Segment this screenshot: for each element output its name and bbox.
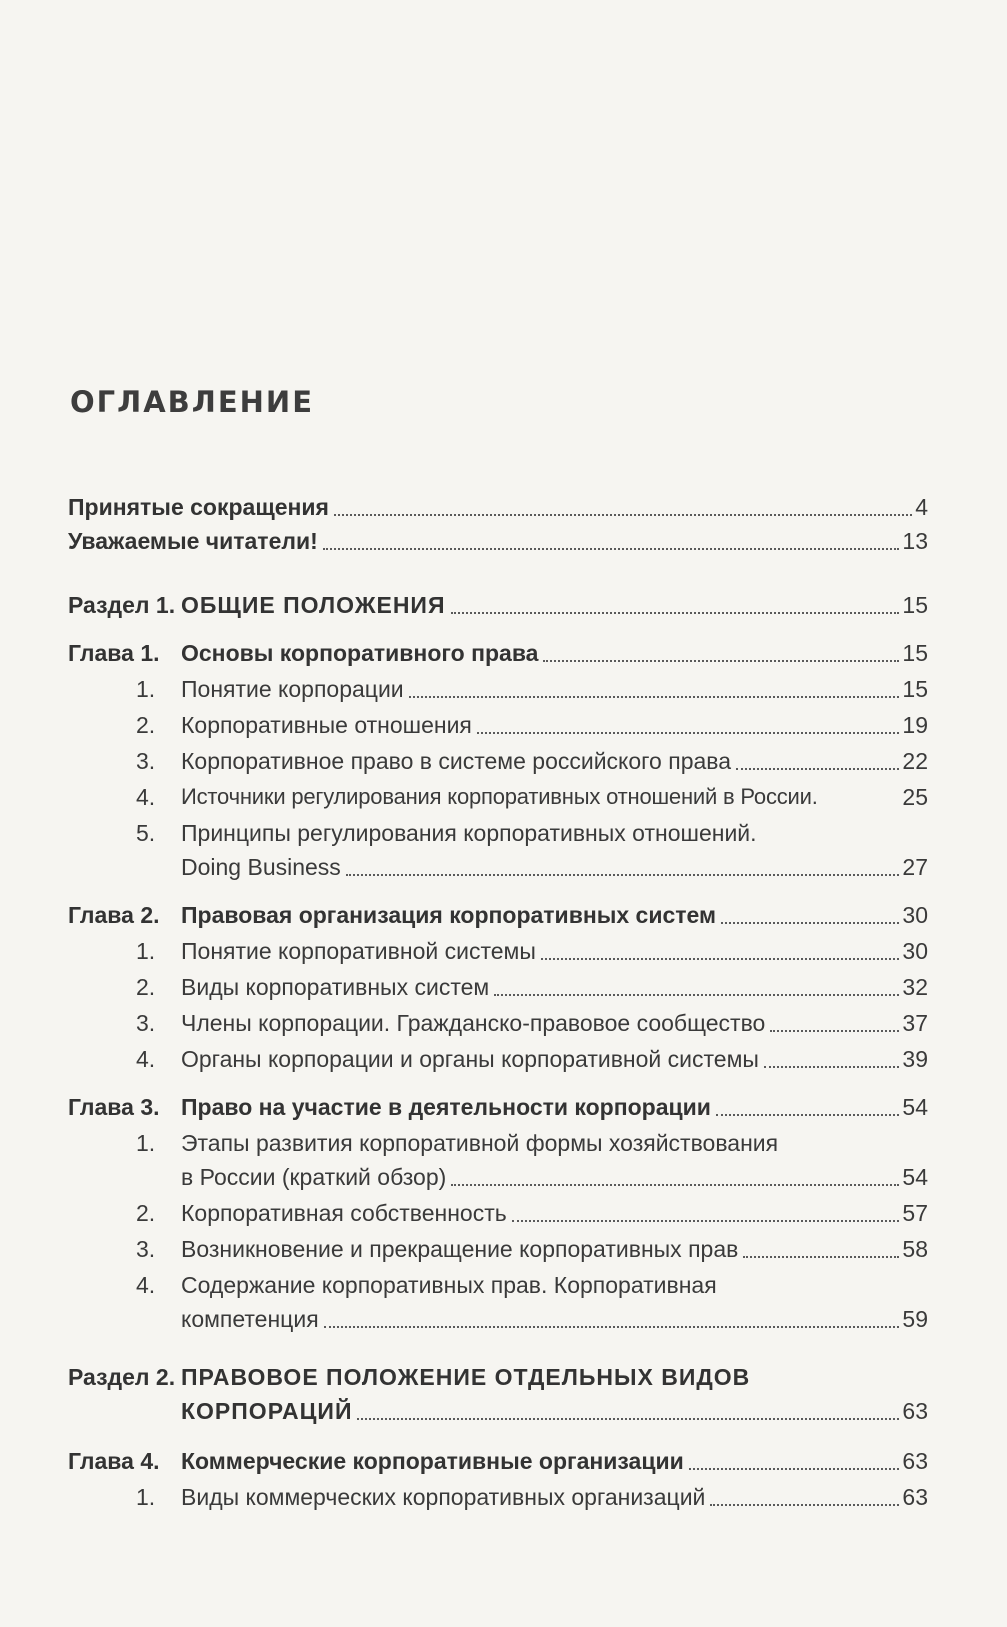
toc-entry-text: Источники регулирования корпоративных отношений в России.	[181, 780, 820, 814]
leader-dots	[736, 768, 899, 770]
toc-item[interactable]	[68, 970, 928, 1004]
toc-page-number: 30	[902, 938, 928, 964]
toc-entry-text: Правовая организация корпоративных систем	[181, 898, 718, 932]
toc-entry-text: Корпоративное право в системе российского права	[181, 744, 733, 778]
toc-page-number: 57	[902, 1200, 928, 1226]
toc-entry-text: Понятие корпоративной системы	[181, 934, 538, 968]
toc-entry-text: Корпоративные отношения	[181, 708, 474, 742]
item-number: 2.	[136, 1200, 156, 1226]
toc-entry-text: Уважаемые читатели!	[68, 524, 320, 558]
toc-entry-text: Возникновение и прекращение корпоративных прав	[181, 1232, 740, 1266]
toc-page-number: 54	[902, 1094, 928, 1120]
toc-entry-text: Doing Business	[181, 850, 343, 884]
toc-item[interactable]	[68, 1042, 928, 1076]
toc-page-number: 22	[902, 748, 928, 774]
leader-dots	[512, 1220, 900, 1222]
leader-dots	[710, 1504, 899, 1506]
toc-page-number: 15	[902, 640, 928, 666]
item-number: 1.	[136, 1130, 156, 1156]
toc-entry-text: Виды корпоративных систем	[181, 970, 491, 1004]
toc-item[interactable]	[68, 780, 928, 814]
toc-section-2[interactable]	[68, 1360, 928, 1428]
toc-entry-text: Коммерческие корпоративные организации	[181, 1444, 686, 1478]
item-number: 1.	[136, 938, 156, 964]
toc-entry-abbreviations[interactable]	[68, 490, 928, 524]
toc-page-number: 63	[902, 1448, 928, 1474]
toc-chapter-4[interactable]	[68, 1444, 928, 1478]
leader-dots	[451, 612, 900, 614]
item-number: 3.	[136, 1236, 156, 1262]
toc-item[interactable]	[68, 816, 928, 884]
toc-item[interactable]	[68, 1268, 928, 1336]
toc-entry-text: Члены корпорации. Гражданско-правовое сообщество	[181, 1006, 767, 1040]
leader-dots	[716, 1114, 899, 1116]
toc-entry-text: Принятые сокращения	[68, 490, 331, 524]
leader-dots	[451, 1184, 899, 1186]
item-number: 4.	[136, 784, 156, 810]
toc-item[interactable]	[68, 1480, 928, 1514]
leader-dots	[334, 514, 912, 516]
item-number: 3.	[136, 748, 156, 774]
toc-item[interactable]	[68, 708, 928, 742]
item-number: 1.	[136, 1484, 156, 1510]
toc-page-number: 4	[915, 494, 928, 520]
leader-dots	[689, 1468, 900, 1470]
toc-chapter-1[interactable]	[68, 636, 928, 670]
toc-page-number: 30	[902, 902, 928, 928]
leader-dots	[770, 1030, 899, 1032]
toc-page-number: 63	[902, 1484, 928, 1510]
toc-page-number: 59	[902, 1306, 928, 1332]
item-number: 2.	[136, 712, 156, 738]
toc-section-1[interactable]	[68, 588, 928, 622]
toc-item[interactable]	[68, 1006, 928, 1040]
toc-item[interactable]	[68, 672, 928, 706]
leader-dots	[409, 696, 900, 698]
toc-entry-text: КОРПОРАЦИЙ	[181, 1394, 354, 1428]
leader-dots	[346, 874, 900, 876]
item-number: 1.	[136, 676, 156, 702]
leader-dots	[494, 994, 899, 996]
item-number: 3.	[136, 1010, 156, 1036]
toc-page-number: 37	[902, 1010, 928, 1036]
toc-entry-text: компетенция	[181, 1302, 321, 1336]
toc-entry-text: Корпоративная собственность	[181, 1196, 509, 1230]
leader-dots	[477, 732, 900, 734]
toc-entry-text-line1: Содержание корпоративных прав. Корпоративная	[181, 1272, 717, 1298]
toc-entry-text: Понятие корпорации	[181, 672, 406, 706]
toc-entry-text: Основы корпоративного права	[181, 636, 540, 670]
toc-page-number: 39	[902, 1046, 928, 1072]
toc-page-number: 63	[902, 1398, 928, 1424]
toc-page-number: 13	[902, 528, 928, 554]
leader-dots	[764, 1066, 899, 1068]
section-label: Раздел 1.	[68, 592, 176, 618]
leader-dots	[323, 548, 900, 550]
toc-page-number: 15	[902, 592, 928, 618]
toc-item[interactable]	[68, 1126, 928, 1194]
toc-entry-readers[interactable]	[68, 524, 928, 558]
toc-item[interactable]	[68, 934, 928, 968]
toc-page-number: 32	[902, 974, 928, 1000]
section-label: Раздел 2.	[68, 1364, 176, 1390]
chapter-label: Глава 2.	[68, 902, 160, 928]
toc-item[interactable]	[68, 1232, 928, 1266]
toc-entry-text: в России (краткий обзор)	[181, 1160, 448, 1194]
chapter-label: Глава 3.	[68, 1094, 160, 1120]
leader-dots	[721, 922, 899, 924]
item-number: 2.	[136, 974, 156, 1000]
toc-entry-text-line1: Принципы регулирования корпоративных отношений.	[181, 820, 757, 846]
leader-dots	[324, 1326, 900, 1328]
toc-chapter-3[interactable]	[68, 1090, 928, 1124]
leader-dots	[541, 958, 900, 960]
toc-item[interactable]	[68, 1196, 928, 1230]
toc-page-number: 58	[902, 1236, 928, 1262]
item-number: 4.	[136, 1272, 156, 1298]
item-number: 4.	[136, 1046, 156, 1072]
toc-heading: ОГЛАВЛЕНИЕ	[70, 385, 315, 419]
toc-entry-text: ОБЩИЕ ПОЛОЖЕНИЯ	[181, 588, 448, 622]
chapter-label: Глава 1.	[68, 640, 160, 666]
toc-page-number: 15	[902, 676, 928, 702]
toc-entry-text: Органы корпорации и органы корпоративной системы	[181, 1042, 761, 1076]
toc-page-number: 27	[902, 854, 928, 880]
toc-chapter-2[interactable]	[68, 898, 928, 932]
toc-item[interactable]	[68, 744, 928, 778]
leader-dots	[743, 1256, 899, 1258]
item-number: 5.	[136, 820, 156, 846]
toc-page-number: 54	[902, 1164, 928, 1190]
chapter-label: Глава 4.	[68, 1448, 160, 1474]
toc-entry-text-line1: ПРАВОВОЕ ПОЛОЖЕНИЕ ОТДЕЛЬНЫХ ВИДОВ	[181, 1364, 751, 1390]
toc-page-number: 19	[902, 712, 928, 738]
toc-entry-text: Виды коммерческих корпоративных организаций	[181, 1480, 707, 1514]
toc-entry-text: Право на участие в деятельности корпорации	[181, 1090, 713, 1124]
toc-entry-text-line1: Этапы развития корпоративной формы хозяйствования	[181, 1130, 779, 1156]
toc-page-number: 25	[902, 784, 928, 810]
leader-dots	[543, 660, 899, 662]
leader-dots	[357, 1418, 899, 1420]
